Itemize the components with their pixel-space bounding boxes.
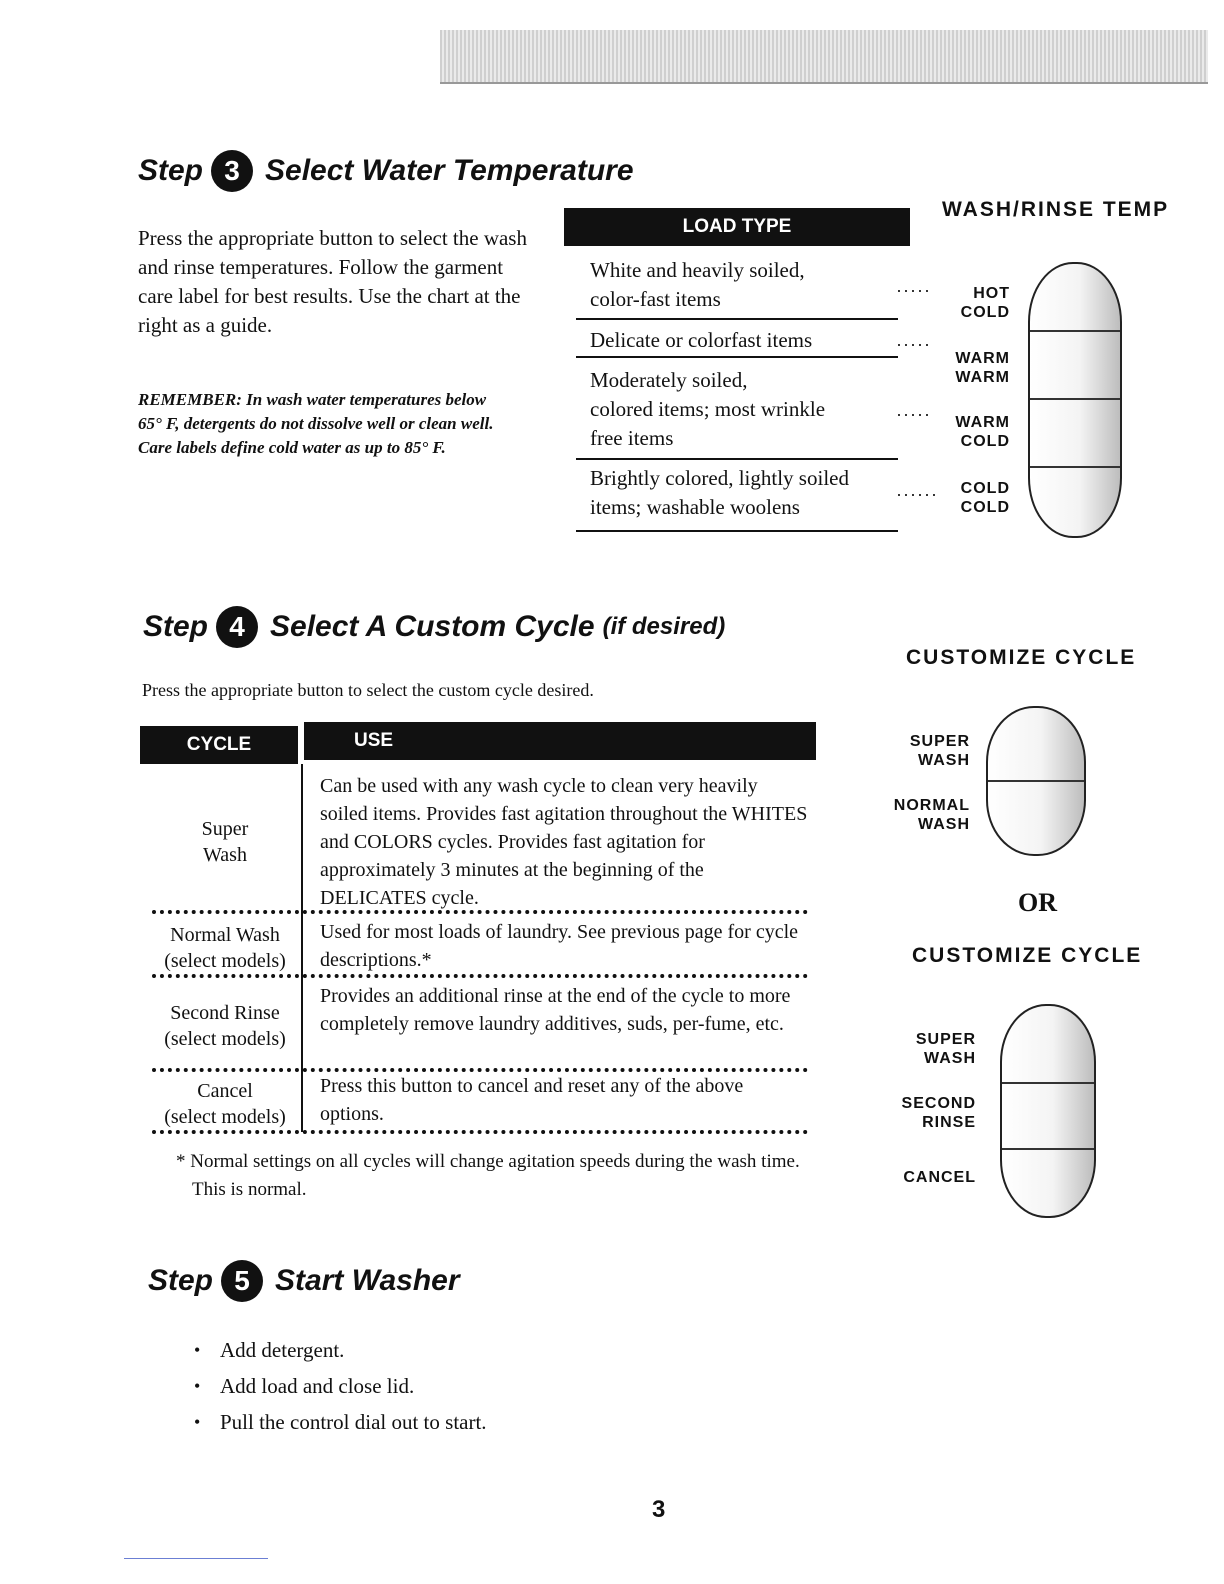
cycle-use-super-wash: Can be used with any wash cycle to clean very heavily soiled items. Provides fast agitation throughout the WHITES and COLORS cycles. Provides fast agitation for approximately 3 minutes at the beginning of the DELICATES cycle. bbox=[320, 775, 808, 909]
load-row-3 bbox=[590, 366, 825, 453]
label-line2: WASH bbox=[918, 752, 970, 769]
label-line1: SUPER bbox=[915, 1031, 976, 1048]
step3-intro: Press the appropriate button to select the wash and rinse temperatures. Follow the garment care label for best results. Use the chart at the right as a guide. bbox=[138, 226, 527, 337]
customize-cycle-caption-2: CUSTOMIZE CYCLE bbox=[912, 944, 1143, 967]
list-item: • Pull the control dial out to start. bbox=[194, 1404, 487, 1440]
label-line2: WASH bbox=[924, 1050, 976, 1067]
label-line2: RINSE bbox=[922, 1114, 976, 1131]
step4-title-suffix: (if desired) bbox=[602, 613, 726, 640]
load-row-4 bbox=[590, 464, 849, 522]
bullet-text: Add load and close lid. bbox=[220, 1374, 415, 1398]
load-row-4-line2: items; washable woolens bbox=[590, 495, 800, 519]
footer-rule bbox=[124, 1558, 268, 1559]
cycle-name-line1: Second Rinse bbox=[170, 1002, 280, 1024]
cycle-name-second-rinse bbox=[150, 1000, 300, 1052]
step3-title: Select Water Temperature bbox=[265, 154, 634, 187]
load-type-header: LOAD TYPE bbox=[564, 208, 910, 246]
step3-number-badge: 3 bbox=[211, 150, 253, 192]
hot-cold-button[interactable] bbox=[1030, 264, 1120, 332]
cycle-name-line2: (select models) bbox=[164, 1106, 286, 1128]
customize-cycle-buttons-1 bbox=[986, 706, 1086, 856]
cycle-name-normal-wash bbox=[150, 922, 300, 974]
load-row-3-line2: colored items; most wrinkle bbox=[590, 397, 826, 421]
super-wash-button[interactable] bbox=[988, 708, 1084, 782]
rinse-temp: WARM bbox=[955, 369, 1010, 386]
load-row-divider bbox=[576, 318, 898, 320]
load-row-2 bbox=[590, 326, 812, 355]
second-rinse-label bbox=[886, 1094, 976, 1132]
bullet-text: Add detergent. bbox=[220, 1338, 345, 1362]
step3-step-word: Step bbox=[138, 154, 204, 187]
list-item: • Add detergent. bbox=[194, 1332, 487, 1368]
rinse-temp: COLD bbox=[960, 499, 1010, 516]
step3-heading bbox=[138, 150, 634, 192]
rinse-temp: COLD bbox=[960, 433, 1010, 450]
page-number: 3 bbox=[652, 1496, 666, 1523]
temperature-button-panel bbox=[1028, 262, 1122, 538]
wash-temp: WARM bbox=[955, 350, 1010, 367]
load-row-2-line1: Delicate or colorfast items bbox=[590, 328, 813, 352]
dotted-divider bbox=[152, 910, 808, 914]
cold-cold-button[interactable] bbox=[1030, 468, 1120, 534]
leader-dots: ······ bbox=[896, 484, 938, 504]
load-row-1 bbox=[590, 256, 805, 314]
label-line1: SECOND bbox=[901, 1095, 976, 1112]
bullet-text: Pull the control dial out to start. bbox=[220, 1410, 487, 1434]
label-line2: WASH bbox=[918, 816, 970, 833]
dotted-divider bbox=[152, 1130, 808, 1134]
label-line1: SUPER bbox=[909, 733, 970, 750]
cycle-name-line2: (select models) bbox=[164, 950, 286, 972]
second-rinse-button[interactable] bbox=[1002, 1084, 1094, 1150]
rinse-temp: COLD bbox=[960, 304, 1010, 321]
warm-cold-button[interactable] bbox=[1030, 400, 1120, 468]
label-line1: NORMAL bbox=[893, 797, 970, 814]
cycle-name-line1: Normal Wash bbox=[170, 924, 280, 946]
temp-label-hot-cold bbox=[930, 284, 1010, 322]
cycle-name-line2: (select models) bbox=[164, 1028, 286, 1050]
super-wash-label bbox=[886, 1030, 976, 1068]
super-wash-label bbox=[880, 732, 970, 770]
normal-wash-label bbox=[880, 796, 970, 834]
step5-number-badge: 5 bbox=[221, 1260, 263, 1302]
cycle-name-line2: Wash bbox=[203, 844, 247, 866]
load-row-1-line1: White and heavily soiled, bbox=[590, 258, 805, 282]
header-band bbox=[440, 30, 1208, 84]
temp-label-warm-cold bbox=[930, 413, 1010, 451]
step4-step-word: Step bbox=[143, 610, 209, 643]
leader-dots: ····· bbox=[896, 404, 931, 424]
cycle-name-line1: Super bbox=[201, 818, 249, 840]
dotted-divider bbox=[152, 974, 808, 978]
step5-title: Start Washer bbox=[275, 1264, 460, 1297]
cycle-use-second-rinse: Provides an additional rinse at the end of the cycle to more completely remove laundry additives, suds, per-fume, etc. bbox=[320, 985, 791, 1035]
cycle-use-normal-wash: Used for most loads of laundry. See previous page for cycle descriptions.* bbox=[320, 921, 799, 971]
cycle-footnote: * Normal settings on all cycles will change agitation speeds during the wash time. This is normal. bbox=[176, 1151, 800, 1200]
cancel-button[interactable] bbox=[1002, 1150, 1094, 1214]
or-separator: OR bbox=[1018, 888, 1057, 917]
wash-temp: COLD bbox=[960, 480, 1010, 497]
cycle-name-cancel bbox=[150, 1078, 300, 1130]
load-row-4-line1: Brightly colored, lightly soiled bbox=[590, 466, 849, 490]
customize-cycle-caption-1: CUSTOMIZE CYCLE bbox=[906, 646, 1137, 669]
list-item: • Add load and close lid. bbox=[194, 1368, 487, 1404]
remember-note: REMEMBER: In wash water temperatures below 65° F, detergents do not dissolve well or clean well. Care labels define cold water as up to 85° F. bbox=[138, 390, 494, 457]
cycle-table-column-divider bbox=[301, 764, 303, 1132]
cancel-label: CANCEL bbox=[903, 1169, 976, 1186]
temp-label-cold-cold bbox=[930, 479, 1010, 517]
load-row-3-line3: free items bbox=[590, 426, 674, 450]
load-row-divider bbox=[576, 530, 898, 532]
step4-title: Select A Custom Cycle bbox=[270, 610, 595, 643]
leader-dots: ····· bbox=[896, 334, 931, 354]
load-row-1-line2: color-fast items bbox=[590, 287, 721, 311]
load-row-divider bbox=[576, 356, 898, 358]
cycle-column-header: CYCLE bbox=[140, 726, 298, 764]
load-row-3-line1: Moderately soiled, bbox=[590, 368, 748, 392]
wash-temp: HOT bbox=[973, 285, 1010, 302]
normal-wash-button[interactable] bbox=[988, 782, 1084, 854]
temp-label-warm-warm bbox=[930, 349, 1010, 387]
cycle-use-cancel: Press this button to cancel and reset any of the above options. bbox=[320, 1075, 744, 1125]
wash-temp: WARM bbox=[955, 414, 1010, 431]
warm-warm-button[interactable] bbox=[1030, 332, 1120, 400]
step5-step-word: Step bbox=[148, 1264, 214, 1297]
step4-intro: Press the appropriate button to select the custom cycle desired. bbox=[142, 680, 594, 700]
wash-rinse-temp-header: WASH/RINSE TEMP bbox=[942, 198, 1170, 221]
customize-cycle-buttons-2 bbox=[1000, 1004, 1096, 1218]
cycle-name-line1: Cancel bbox=[197, 1080, 253, 1102]
super-wash-button[interactable] bbox=[1002, 1006, 1094, 1084]
step4-number-badge: 4 bbox=[216, 606, 258, 648]
cycle-name-super-wash bbox=[150, 816, 300, 868]
step5-bullet-list bbox=[194, 1332, 487, 1440]
step4-heading bbox=[143, 606, 725, 648]
leader-dots: ····· bbox=[896, 280, 931, 300]
step5-heading bbox=[148, 1260, 460, 1302]
load-row-divider bbox=[576, 458, 898, 460]
use-column-header: USE bbox=[304, 722, 816, 760]
